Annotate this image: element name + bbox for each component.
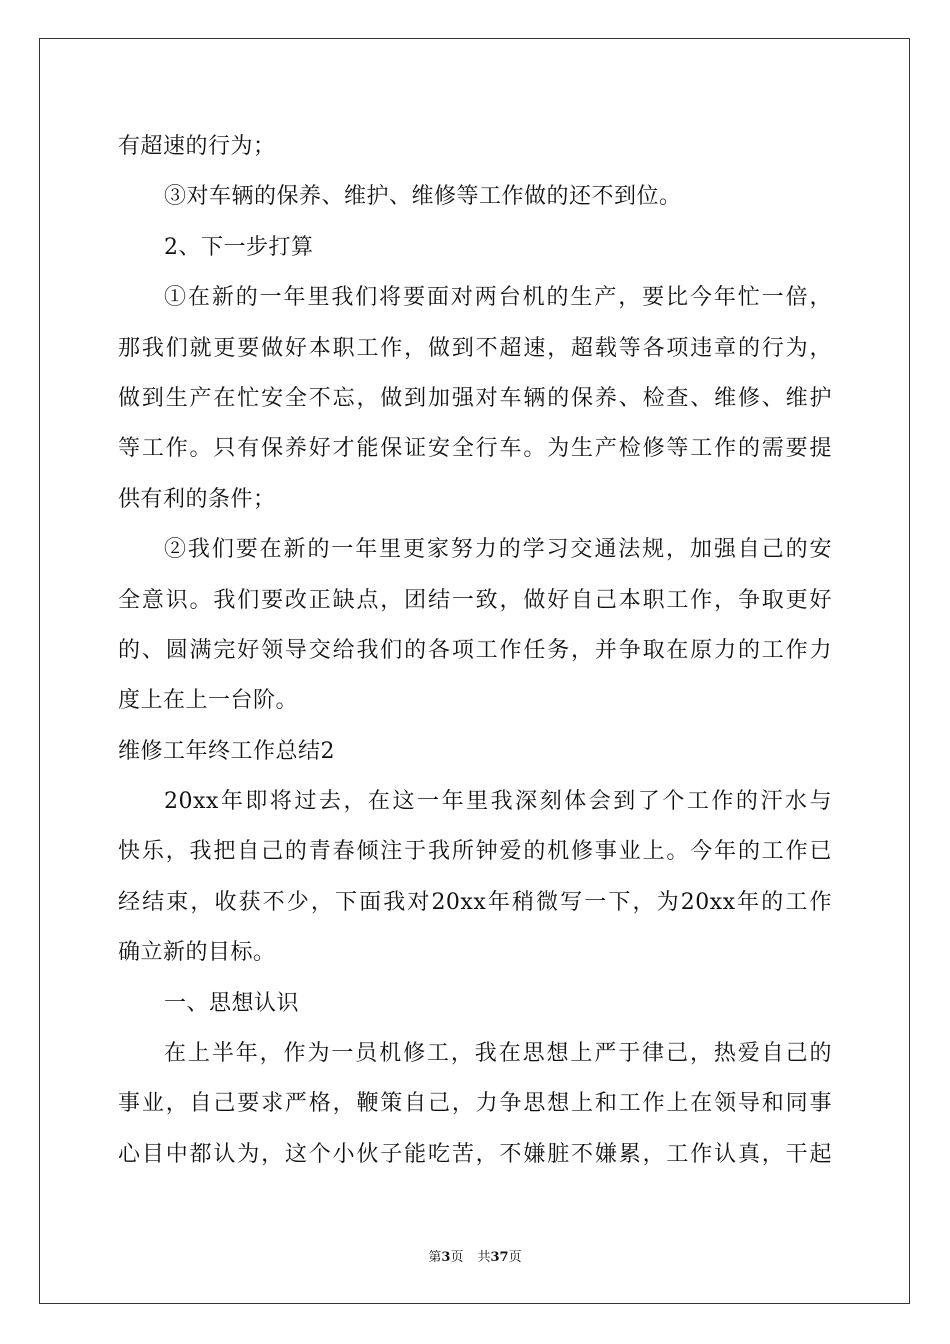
total-prefix: 共 [477, 1250, 491, 1265]
text-line: 做到生产在忙安全不忘，做到加强对车辆的保养、检查、维修、维护 [118, 385, 832, 411]
text-line: 的、圆满完好领导交给我们的各项工作任务，并争取在原力的工作力 [118, 637, 832, 663]
page-suffix: 页 [450, 1250, 464, 1265]
text-line: 事业，自己要求严格，鞭策自己，力争思想上和工作上在领导和同事 [118, 1091, 832, 1117]
page-footer [0, 1246, 950, 1265]
page-number: 3 [441, 1250, 451, 1265]
text-line: 心目中都认为，这个小伙子能吃苦，不嫌脏不嫌累，工作认真，干起 [118, 1141, 832, 1167]
text-line: ②我们要在新的一年里更家努力的学习交通法规，加强自己的安 [164, 537, 832, 563]
text-line: 确立新的目标。 [118, 940, 276, 966]
text-line: 20xx年即将过去，在这一年里我深刻体会到了个工作的汗水与 [164, 789, 832, 815]
text-line: 有超速的行为； [118, 134, 276, 159]
text-line: ③对车辆的保养、维护、维修等工作做的还不到位。 [164, 184, 682, 210]
page-prefix: 第 [428, 1250, 442, 1265]
document-title: 维修工年终工作总结2 [118, 738, 335, 764]
text-line: 全意识。我们要改正缺点，团结一致，做好自己本职工作，争取更好 [118, 587, 832, 613]
text-line: ①在新的一年里我们将要面对两台机的生产，要比今年忙一倍， [164, 285, 832, 311]
text-line: 等工作。只有保养好才能保证安全行车。为生产检修等工作的需要提 [118, 436, 832, 462]
total-pages: 37 [490, 1250, 509, 1265]
text-line: 快乐，我把自己的青春倾注于我所钟爱的机修事业上。今年的工作已 [118, 839, 832, 865]
total-suffix: 页 [508, 1250, 522, 1265]
document-body [118, 122, 832, 1180]
section-heading: 一、思想认识 [164, 990, 300, 1016]
text-line: 供有利的条件； [118, 486, 276, 512]
text-line: 经结束，收获不少，下面我对20xx年稍微写一下，为20xx年的工作 [118, 889, 832, 915]
text-line: 那我们就更要做好本职工作，做到不超速，超载等各项违章的行为， [118, 335, 832, 361]
text-line: 在上半年，作为一员机修工，我在思想上严于律己，热爱自己的 [164, 1041, 832, 1067]
section-heading: 2、下一步打算 [164, 234, 314, 260]
text-line: 度上在上一台阶。 [118, 688, 299, 714]
